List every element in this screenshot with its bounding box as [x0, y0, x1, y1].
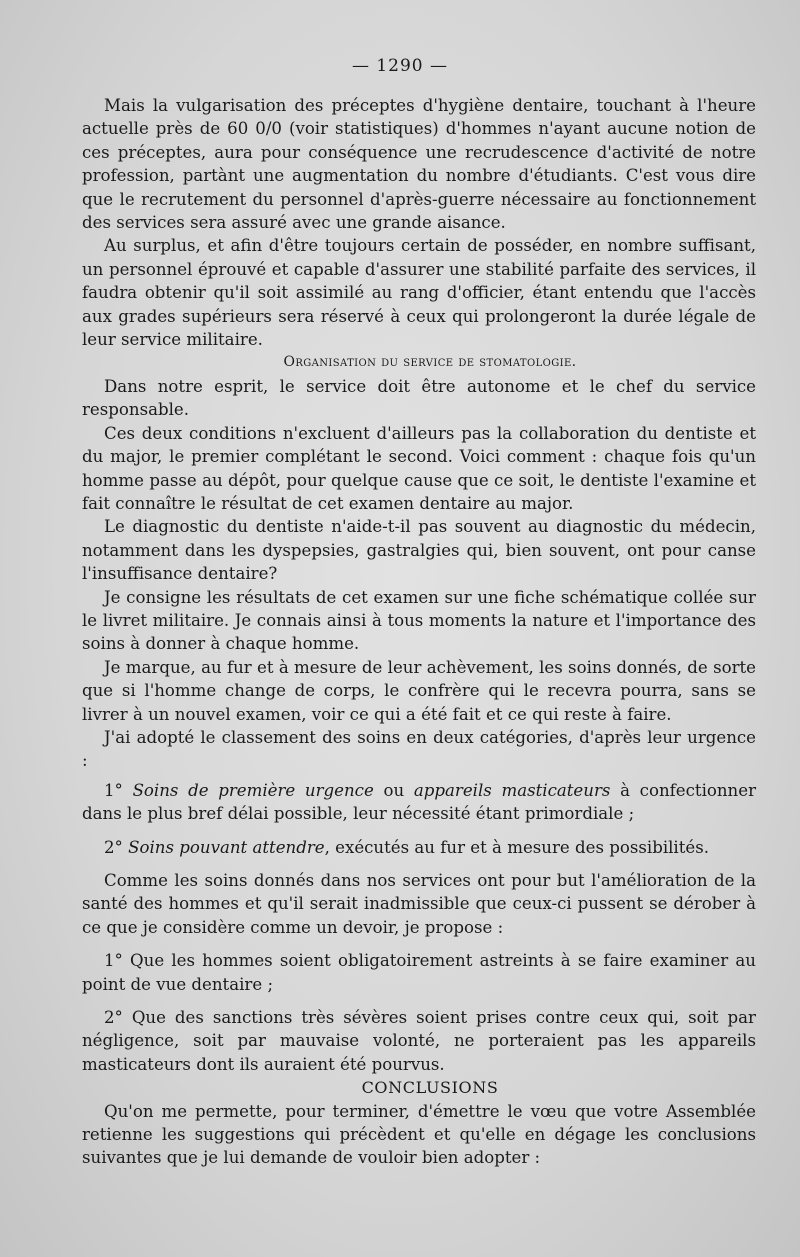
paragraph-final: Qu'on me permette, pour terminer, d'émettre le vœu que votre Assemblée retienne les suggestions qui précèdent et qu'elle en dégage les conclusions suivantes que je lui demande de vouloir bien adopter : [82, 1101, 756, 1168]
category-2-rest: , exécutés au fur et à mesure des possibilités. [324, 837, 710, 857]
proposal-2: 2° Que des sanctions très sévères soient prises contre ceux qui, soit par négligence, soit par mauvaise volonté, ne porteraient pas les appareils masticateurs dont ils auraient été pourvus. [82, 1008, 756, 1074]
paragraph-classement: J'ai adopté le classement des soins en deux catégories, d'après leur urgence : [82, 727, 756, 771]
conclusions-heading: CONCLUSIONS [361, 1078, 499, 1098]
proposal-1: 1° Que les hommes soient obligatoirement astreints à se faire examiner au point de vue dentaire ; [82, 951, 756, 994]
page-number: — 1290 — [351, 56, 449, 76]
category-2 [82, 836, 756, 859]
paragraph-autonome: Dans notre esprit, le service doit être autonome et le chef du service responsable. [82, 376, 756, 420]
paragraph-surplus: Au surplus, et afin d'être toujours certain de posséder, en nombre suffisant, un personnel éprouvé et capable d'assurer une stabilité parfaite des services, il faudra obtenir qu'il soit assimilé au rang d'officier, étant entendu que l'accès aux grades supérieurs sera réservé à ceux qui prolongeront la durée légale de leur service militaire. [82, 236, 756, 350]
category-1-italic-b: appareils masticateurs [413, 780, 611, 800]
paragraph-fiche: Je consigne les résultats de cet examen sur une fiche schématique collée sur le livret militaire. Je connais ainsi à tous moments la nature et l'importance des soins à donner à chaque homme. [82, 587, 756, 654]
body-text [82, 94, 756, 1170]
category-1 [82, 779, 756, 826]
paragraph-conditions: Ces deux conditions n'excluent d'ailleurs pas la collaboration du dentiste et du major, le premier complétant le second. Voici comment : chaque fois qu'un homme passe au dépôt, pour quelque cause que ce soit, le dentiste l'examine et fait connaître le résultat de cet examen dentaire au major. [82, 423, 756, 513]
category-1-number: 1° [104, 780, 123, 800]
paragraph-vulgarisation: Mais la vulgarisation des préceptes d'hygiène dentaire, touchant à l'heure actuelle près de 60 0/0 (voir statistiques) d'hommes n'ayant aucune notion de ces préceptes, aura pour conséquence une recrudescence d'activité de notre profession, partànt une augmentation du nombre d'étudiants. C'est vous dire que le recrutement du personnel d'après-guerre nécessaire au fonctionnement des services sera assuré avec une grande aisance. [82, 96, 756, 233]
category-1-italic-a: Soins de première urgence [132, 780, 374, 800]
paragraph-marque: Je marque, au fur et à mesure de leur achèvement, les soins donnés, de sorte que si l'homme change de corps, le confrère qui le recevra pourra, sans se livrer à un nouvel examen, voir ce qui a été fait et ce qui reste à faire. [82, 657, 756, 724]
section-heading: Organisation du service de stomatologie. [283, 354, 577, 371]
category-2-number: 2° [104, 837, 123, 857]
paragraph-diagnostic: Le diagnostic du dentiste n'aide-t-il pas souvent au diagnostic du médecin, notamment dans les dyspepsies, gastralgies qui, bien souvent, ont pour canse l'insuffisance dentaire? [82, 517, 756, 584]
category-2-italic: Soins pouvant attendre [128, 837, 325, 857]
paragraph-comme: Comme les soins donnés dans nos services ont pour but l'amélioration de la santé des hommes et qu'il serait inadmissible que ceux-ci pussent se dérober à ce que je considère comme un devoir, je propose : [82, 871, 756, 937]
category-1-mid: ou [373, 780, 414, 800]
category-1-rest: à confectionner dans le plus bref délai possible, leur nécessité étant primordiale ; [82, 780, 756, 824]
